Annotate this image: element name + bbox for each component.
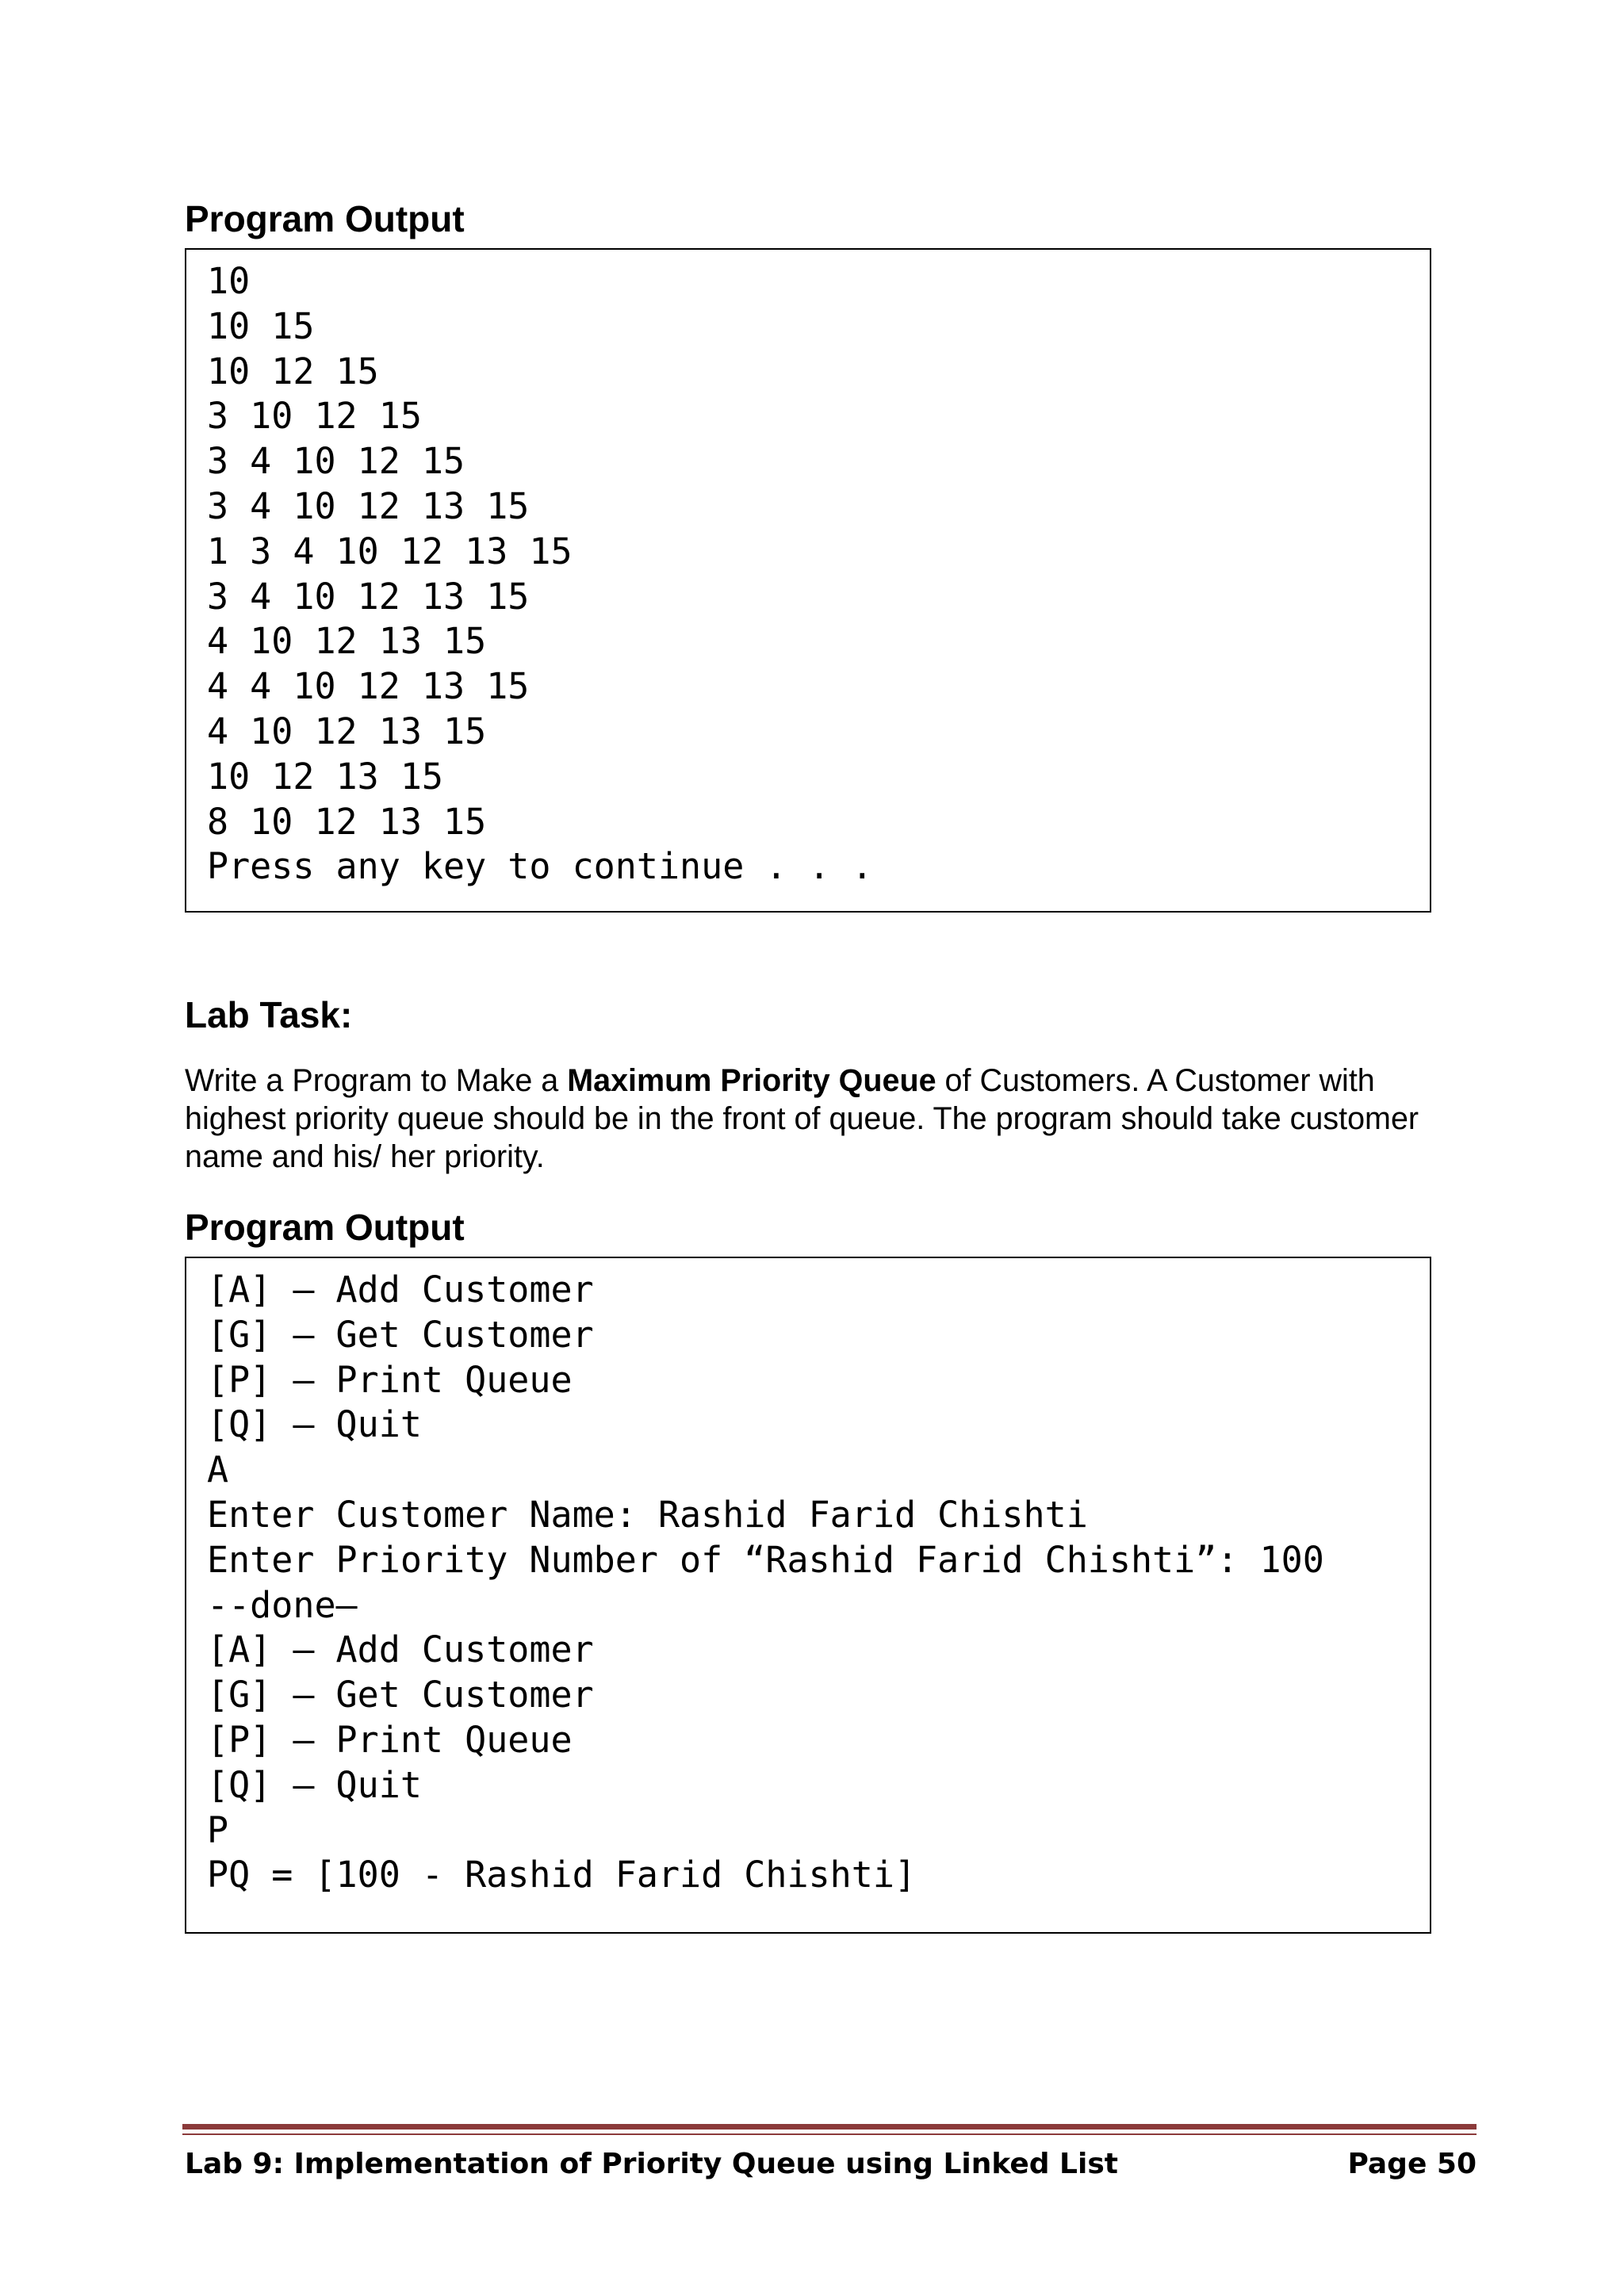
lab-task-description bbox=[185, 1062, 1454, 1176]
output-line: 1 3 4 10 12 13 15 bbox=[207, 530, 573, 572]
program-output-heading-1: Program Output bbox=[185, 198, 465, 239]
output-line: 10 15 bbox=[207, 304, 315, 347]
output-line: 10 bbox=[207, 260, 251, 302]
output-line: 3 4 10 12 13 15 bbox=[207, 484, 530, 527]
output-line: [P] – Print Queue bbox=[207, 1718, 573, 1761]
output-line: [Q] – Quit bbox=[207, 1403, 422, 1446]
output-line: 3 4 10 12 15 bbox=[207, 440, 465, 483]
output-line: Press any key to continue . . . bbox=[207, 845, 873, 888]
output-line: [G] – Get Customer bbox=[207, 1674, 594, 1716]
output-line: A bbox=[207, 1448, 229, 1491]
lab-task-text-before: Write a Program to Make a bbox=[185, 1063, 568, 1098]
output-line: Enter Priority Number of “Rashid Farid Chishti”: 100 bbox=[207, 1538, 1324, 1581]
footer-rule-thin bbox=[182, 2133, 1477, 2135]
lab-task-heading: Lab Task: bbox=[185, 994, 353, 1035]
output-line: P bbox=[207, 1808, 229, 1851]
output-line: 3 4 10 12 13 15 bbox=[207, 575, 530, 618]
program-output-heading-2: Program Output bbox=[185, 1207, 465, 1248]
lab-task-text-bold: Maximum Priority Queue bbox=[567, 1063, 936, 1098]
output-line: 3 10 12 15 bbox=[207, 395, 422, 438]
output-line: [G] – Get Customer bbox=[207, 1313, 594, 1356]
program-output-box-1 bbox=[185, 248, 1431, 913]
output-line: [A] – Add Customer bbox=[207, 1269, 594, 1311]
output-line: [P] – Print Queue bbox=[207, 1358, 573, 1401]
output-line: Enter Customer Name: Rashid Farid Chishti bbox=[207, 1493, 1088, 1536]
output-line: 4 4 10 12 13 15 bbox=[207, 665, 530, 708]
output-line: PQ = [100 - Rashid Farid Chishti] bbox=[207, 1854, 917, 1896]
output-line: --done— bbox=[207, 1583, 358, 1626]
output-line: 8 10 12 13 15 bbox=[207, 800, 487, 843]
footer-rule-thick bbox=[182, 2124, 1477, 2130]
lab-task-text-after: of Customers. A Customer with highest priority queue should be in the front of queue. The program should take customer name and his/ her priority. bbox=[185, 1063, 1419, 1174]
footer-title: Lab 9: Implementation of Priority Queue using Linked List bbox=[185, 2148, 1118, 2180]
output-line: [A] – Add Customer bbox=[207, 1628, 594, 1671]
output-line: 4 10 12 13 15 bbox=[207, 620, 487, 663]
output-line: 10 12 15 bbox=[207, 350, 379, 392]
output-line: 4 10 12 13 15 bbox=[207, 710, 487, 752]
footer-page-number: Page 50 bbox=[1347, 2148, 1477, 2180]
output-line: [Q] – Quit bbox=[207, 1763, 422, 1806]
program-output-box-2 bbox=[185, 1257, 1431, 1934]
output-line: 10 12 13 15 bbox=[207, 755, 444, 798]
